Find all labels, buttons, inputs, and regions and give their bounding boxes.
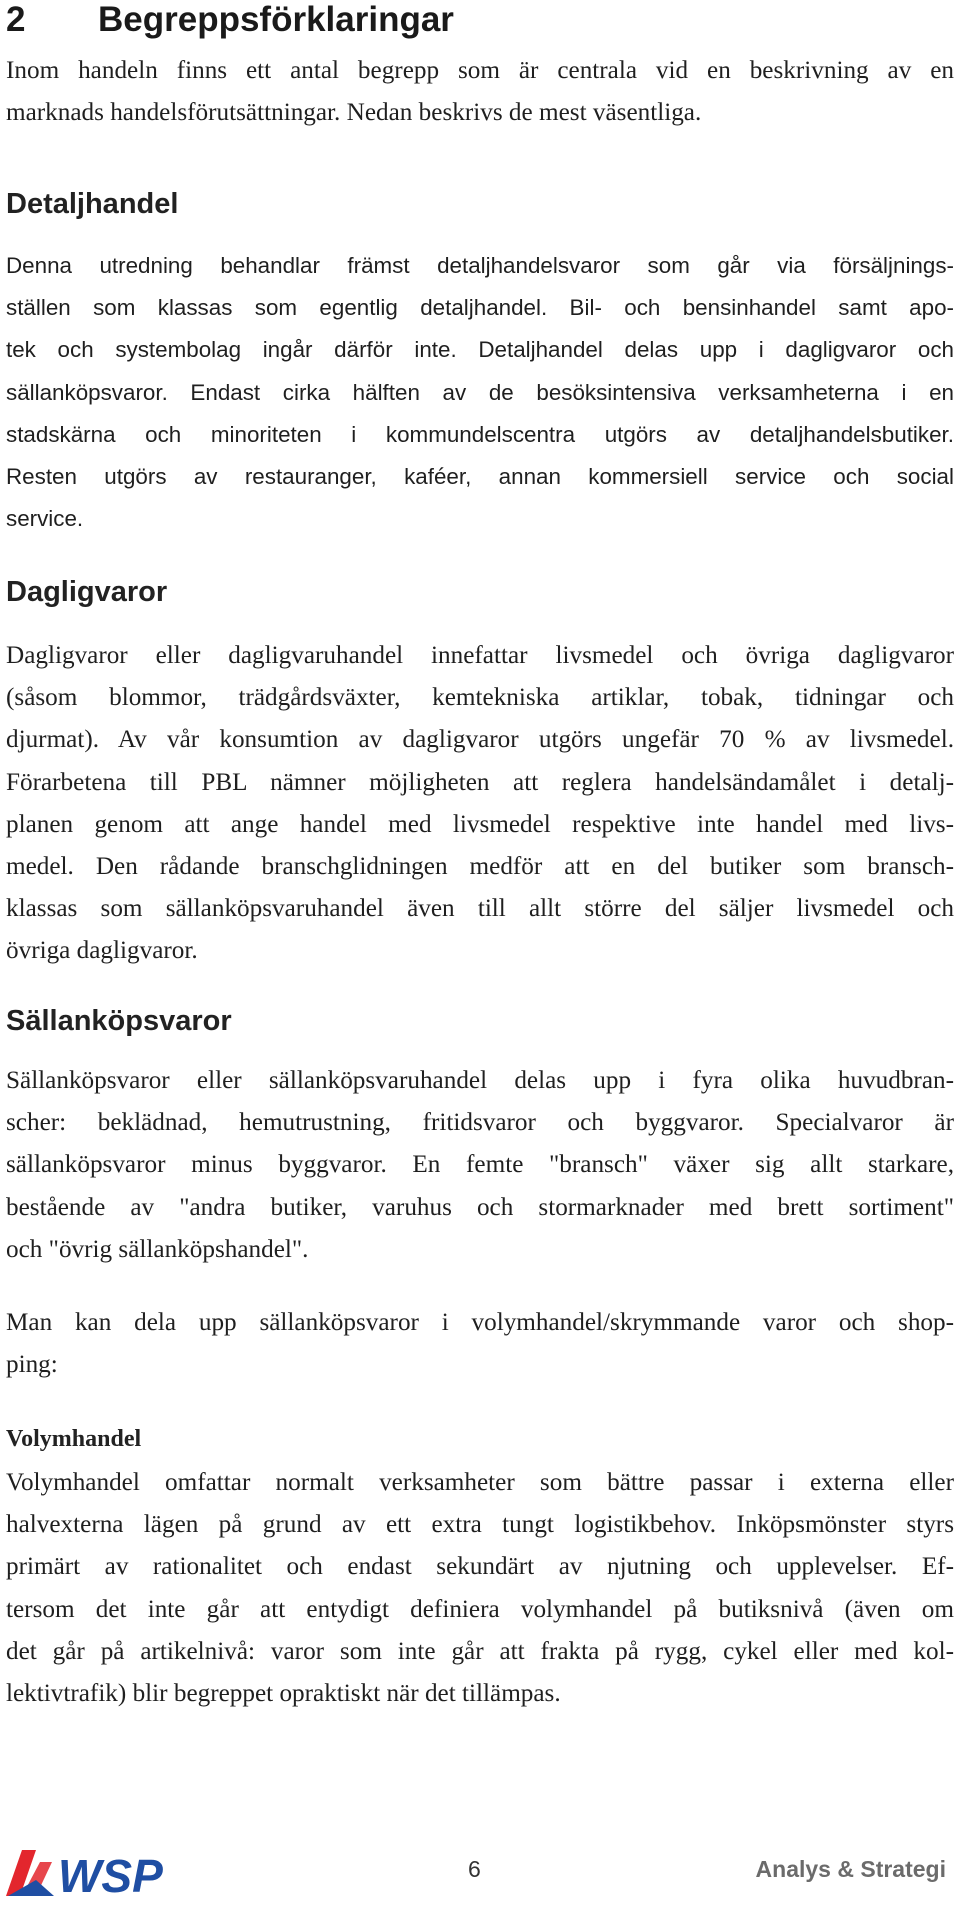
text-line: Denna utredning behandlar främst detaljhandelsvaror som går via försäljnings-	[6, 253, 954, 278]
volymhandel-paragraph	[6, 1462, 954, 1715]
page-number: 6	[468, 1856, 481, 1882]
text-line: klassas som sällanköpsvaruhandel även till allt större del säljer livsmedel och	[6, 895, 954, 923]
dagligvaror-paragraph	[6, 635, 954, 973]
text-line: Sällanköpsvaror eller sällanköpsvaruhandel delas upp i fyra olika huvudbran-	[6, 1067, 954, 1094]
text-line: sällanköpsvaror. Endast cirka hälften av de besöksintensiva verksamheterna i en	[6, 379, 954, 405]
text-line: Volymhandel omfattar normalt verksamheter som bättre passar i externa eller	[6, 1469, 954, 1496]
text-line: Man kan dela upp sällanköpsvaror i volymhandel/skrymmande varor och shop-	[6, 1309, 954, 1336]
text-line: tek och systembolag ingår därför inte. Detaljhandel delas upp i dagligvaror och	[6, 337, 954, 363]
text-line: medel. Den rådande branschglidningen medför att en del butiker som bransch-	[6, 853, 954, 881]
text-line: service.	[6, 506, 84, 532]
text-line: lektivtrafik) blir begreppet opraktiskt när det tillämpas.	[6, 1680, 561, 1708]
text-line: Förarbetena till PBL nämner möjligheten att reglera handelsändamålet i detalj-	[6, 768, 954, 796]
intro-paragraph	[6, 50, 954, 134]
detaljhandel-paragraph	[6, 245, 954, 540]
text-line: planen genom att ange handel med livsmedel respektive inte handel med livs-	[6, 810, 954, 838]
sallankopsvaror-paragraph	[6, 1060, 954, 1271]
text-line: scher: beklädnad, hemutrustning, fritidsvaror och byggvaror. Specialvaror är	[6, 1109, 954, 1137]
text-line: halvexterna lägen på grund av ett extra tungt logistikbehov. Inköpsmönster styrs	[6, 1511, 954, 1539]
sallankopsvaror-paragraph-2	[6, 1302, 954, 1386]
text-line: övriga dagligvaror.	[6, 937, 198, 965]
text-line: tersom det inte går att entydigt definiera volymhandel på butiksnivå (även om	[6, 1595, 954, 1623]
chapter-number: 2	[6, 0, 26, 39]
subsection-title-volymhandel: Volymhandel	[6, 1426, 142, 1452]
text-line: Dagligvaror eller dagligvaruhandel innefattar livsmedel och övriga dagligvaror	[6, 642, 954, 669]
text-line: Inom handeln finns ett antal begrepp som är centrala vid en beskrivning av en	[6, 57, 954, 84]
section-title-sallankopsvaror: Sällanköpsvaror	[6, 1005, 232, 1037]
text-line: bestående av "andra butiker, varuhus och stormarknader med brett sortiment"	[6, 1193, 954, 1221]
text-line: primärt av rationalitet och endast sekundärt av njutning och upplevelser. Ef-	[6, 1553, 954, 1581]
text-line: djurmat). Av vår konsumtion av dagligvaror utgörs ungefär 70 % av livsmedel.	[6, 726, 954, 754]
chapter-heading	[6, 0, 454, 40]
text-line: (såsom blommor, trädgårdsväxter, kemtekniska artiklar, tobak, tidningar och	[6, 684, 954, 712]
logo-wordmark: WSP	[58, 1850, 163, 1898]
text-line: och "övrig sällanköpshandel".	[6, 1235, 309, 1263]
wsp-logo	[6, 1848, 191, 1898]
section-title-detaljhandel: Detaljhandel	[6, 188, 179, 220]
text-line: stadskärna och minoriteten i kommundelscentra utgörs av detaljhandelsbutiker.	[6, 421, 954, 447]
chapter-title: Begreppsförklaringar	[98, 0, 454, 39]
text-line: ping:	[6, 1351, 58, 1379]
page-footer	[0, 1840, 960, 1900]
footer-department: Analys & Strategi	[755, 1856, 946, 1882]
text-line: Resten utgörs av restauranger, kaféer, annan kommersiell service och social	[6, 464, 954, 490]
text-line: sällanköpsvaror minus byggvaror. En femte "bransch" växer sig allt starkare,	[6, 1151, 954, 1179]
text-line: marknads handelsförutsättningar. Nedan beskrivs de mest väsentliga.	[6, 99, 702, 127]
text-line: det går på artikelnivå: varor som inte går att frakta på rygg, cykel eller med kol-	[6, 1637, 954, 1665]
section-title-dagligvaror: Dagligvaror	[6, 576, 168, 608]
text-line: ställen som klassas som egentlig detaljhandel. Bil- och bensinhandel samt apo-	[6, 295, 954, 321]
